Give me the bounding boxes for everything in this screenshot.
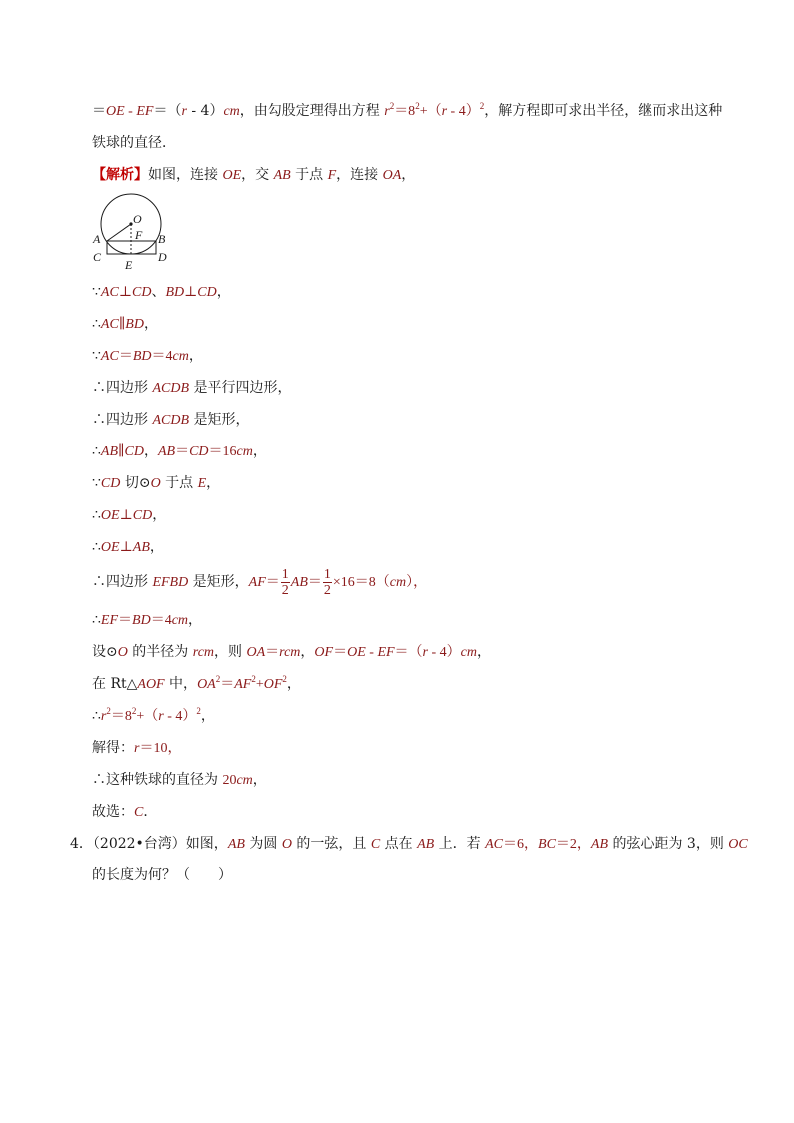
math: cm: [172, 349, 189, 364]
text: ，: [286, 676, 301, 692]
math: ＝: [333, 645, 348, 660]
math: ＝16: [208, 444, 237, 459]
math: ACDB: [152, 413, 190, 428]
superscript: 2: [106, 706, 111, 716]
math: ＝: [307, 575, 322, 590]
text: ＝（: [153, 103, 182, 119]
math: OA: [246, 645, 266, 660]
text: 于点: [290, 167, 328, 183]
text: 铁球的直径．: [92, 135, 176, 151]
text: 的弦心距为 3，则: [608, 836, 729, 852]
text: 在 Rt△: [92, 676, 138, 692]
math: OF: [263, 677, 283, 692]
math: rcm: [192, 645, 215, 660]
step-line: [92, 442, 267, 461]
math: AC: [100, 317, 119, 332]
step-line: [92, 283, 231, 302]
math: - 4）: [447, 104, 480, 119]
math: cm: [236, 444, 253, 459]
math: EF: [100, 613, 119, 628]
fraction-half: [281, 567, 290, 598]
text: ，由勾股定理得出方程: [239, 103, 385, 119]
math: OE: [222, 168, 242, 183]
label-b: B: [158, 232, 166, 246]
text: 如图，连接: [148, 167, 223, 183]
text: ，: [188, 348, 203, 364]
text: ，: [300, 644, 315, 660]
math: O: [281, 837, 292, 852]
text: 是矩形，: [188, 574, 249, 590]
math: EF: [136, 104, 154, 119]
math: r: [181, 104, 187, 119]
numerator: 1: [281, 566, 289, 582]
text: ，: [252, 772, 267, 788]
math: r: [422, 645, 428, 660]
label-o: O: [133, 212, 142, 226]
text: ∴四边形: [92, 574, 153, 590]
text: ，: [149, 539, 164, 555]
math: cm: [460, 645, 477, 660]
text: ∴四边形: [92, 380, 153, 396]
math: ），: [406, 575, 428, 590]
text: ∴: [92, 708, 101, 724]
math: ⊥: [184, 285, 198, 300]
text: ，: [143, 443, 158, 459]
math: ⊥: [119, 508, 133, 523]
math: ⊥: [118, 285, 132, 300]
math: CD: [131, 285, 152, 300]
label-d: D: [158, 250, 167, 264]
text: ∴四边形: [92, 412, 153, 428]
math: ＝: [265, 575, 280, 590]
math: BD: [165, 285, 185, 300]
text: - 4）: [186, 103, 224, 119]
step-line: [92, 347, 203, 366]
math: ∥: [118, 317, 126, 332]
text: 切⊙: [120, 475, 151, 491]
math: O: [150, 476, 161, 491]
text: ，: [401, 167, 416, 183]
numerator: 1: [323, 566, 331, 582]
text: ∵: [92, 475, 101, 491]
math: ＝2，: [555, 837, 591, 852]
step-line-fraction: [92, 566, 427, 599]
step-line: [92, 506, 166, 525]
step-line: [92, 643, 491, 662]
text: ＝: [92, 103, 106, 119]
text: 故选：: [92, 804, 134, 820]
math: AOF: [137, 677, 165, 692]
math: ACDB: [152, 381, 190, 396]
step-line: [92, 538, 164, 557]
math: CD: [197, 285, 217, 300]
question-number: 4．: [70, 836, 93, 852]
math: C: [370, 837, 381, 852]
math: AF: [248, 575, 266, 590]
text: 是矩形，: [189, 412, 250, 428]
math: ＝6，: [503, 837, 539, 852]
math: ×16＝8（: [332, 575, 390, 590]
text: 的一弦，且: [291, 836, 371, 852]
math: -: [365, 645, 378, 660]
math: EF: [377, 645, 395, 660]
math: ∥: [118, 444, 125, 459]
math: ＝: [118, 349, 133, 364]
math: ＝8: [110, 709, 132, 724]
text: ，交: [241, 167, 274, 183]
math: ⊥: [119, 540, 133, 555]
math: AB: [227, 837, 245, 852]
math: +（: [419, 104, 442, 119]
text: 的长度为何？（ ）: [92, 867, 232, 883]
math: rcm: [279, 645, 301, 660]
math: BD: [132, 349, 152, 364]
math: r: [158, 709, 164, 724]
superscript: 2: [131, 706, 137, 716]
math: OE: [106, 104, 125, 119]
math: ＝: [118, 613, 133, 628]
math: AB: [132, 540, 150, 555]
text: ∴: [92, 612, 101, 628]
math: -: [124, 104, 137, 119]
step-line: [92, 739, 181, 758]
step-line: [92, 771, 267, 790]
analysis-line: [92, 166, 415, 185]
fraction-half: [323, 567, 332, 598]
text: ∴: [92, 539, 101, 555]
math: OA: [382, 168, 402, 183]
text: 、: [151, 284, 166, 300]
math: cm: [236, 773, 253, 788]
step-line: [92, 611, 202, 630]
math: OA: [197, 677, 216, 692]
text: ∴: [92, 316, 101, 332]
superscript: 2: [389, 101, 395, 111]
math: ＝4: [150, 613, 172, 628]
math: +: [255, 677, 264, 692]
math: ＝10，: [139, 741, 182, 756]
text: ，: [188, 612, 203, 628]
denominator: 2: [281, 582, 289, 598]
analysis-heading: 【解析】: [92, 167, 148, 183]
text: ，: [216, 284, 231, 300]
math: cm: [389, 575, 407, 590]
superscript: 2: [251, 674, 256, 684]
math: AC: [100, 285, 119, 300]
math: CD: [189, 444, 209, 459]
math: ＝4: [151, 349, 173, 364]
math: CD: [132, 508, 153, 523]
math: CD: [100, 476, 121, 491]
text: ，: [143, 316, 158, 332]
math: ＝（: [394, 645, 423, 660]
label-a: A: [93, 232, 101, 246]
step-line: [92, 707, 215, 726]
text: ，: [477, 644, 491, 660]
superscript: 2: [415, 101, 420, 111]
text: ∴这种铁球的直径为: [92, 772, 223, 788]
step-line: [92, 675, 301, 694]
math: ＝: [220, 677, 235, 692]
math: BD: [132, 613, 151, 628]
text: ∵: [92, 284, 101, 300]
math: C: [134, 805, 144, 820]
text: ，解方程即可求出半径，继而求出这种: [484, 103, 723, 119]
math: - 4）: [428, 645, 461, 660]
math: cm: [171, 613, 189, 628]
text: 的半径为: [127, 644, 193, 660]
text: ∴: [92, 507, 101, 523]
text: 上．若: [434, 836, 486, 852]
label-c: C: [93, 250, 102, 264]
text: ∴: [92, 443, 101, 459]
superscript: 2: [215, 674, 221, 684]
text: ，: [252, 443, 267, 459]
math: r: [384, 104, 390, 119]
math: AB: [417, 837, 435, 852]
text: 为圆: [244, 836, 282, 852]
math: r: [441, 104, 448, 119]
math: CD: [124, 444, 144, 459]
math: EFBD: [152, 575, 189, 590]
math: OE: [100, 508, 120, 523]
label-e: E: [125, 258, 133, 272]
step-line: [92, 411, 249, 430]
superscript: 2: [196, 706, 201, 716]
solution-line-2: [92, 134, 176, 152]
step-line: [92, 315, 158, 334]
math: O: [117, 645, 128, 660]
text: （2022•台湾）如图，: [92, 836, 228, 852]
text: 点在: [380, 836, 418, 852]
math: ＝: [265, 645, 280, 660]
text: 是平行四边形，: [189, 380, 292, 396]
text: ，则: [214, 644, 247, 660]
math: AC: [485, 837, 504, 852]
math: ＝8: [394, 104, 416, 119]
text: 于点: [160, 475, 198, 491]
math: F: [327, 168, 337, 183]
segment-oa: [107, 224, 131, 241]
solution-line-1: [92, 102, 722, 121]
question-4-line-2: [92, 866, 232, 884]
text: 解得：: [92, 740, 134, 756]
question-4-line-1: [70, 835, 748, 854]
math: AB: [157, 444, 176, 459]
geometry-figure: [92, 190, 176, 272]
math: BC: [538, 837, 556, 852]
answer-line: [92, 803, 157, 822]
superscript: 2: [282, 674, 287, 684]
math: AF: [234, 677, 252, 692]
text: ，: [206, 475, 221, 491]
label-f: F: [135, 228, 143, 242]
math: OF: [314, 645, 334, 660]
math: AB: [590, 837, 609, 852]
text: ，: [200, 708, 215, 724]
math: ＝: [175, 444, 190, 459]
text: ∵: [92, 348, 101, 364]
math: OE: [347, 645, 366, 660]
step-line: [92, 379, 291, 398]
math: 20: [222, 773, 237, 788]
superscript: 2: [479, 101, 485, 111]
math: E: [197, 476, 207, 491]
text: ．: [143, 804, 158, 820]
math: AB: [273, 168, 291, 183]
math: AB: [100, 444, 119, 459]
math: - 4）: [163, 709, 197, 724]
math: AC: [100, 349, 119, 364]
math: cm: [223, 104, 240, 119]
math: +（: [136, 709, 159, 724]
text: 设⊙: [92, 644, 118, 660]
math: OC: [728, 837, 748, 852]
text: ，连接: [336, 167, 383, 183]
math: OE: [100, 540, 120, 555]
math: r: [134, 741, 140, 756]
math: r: [100, 709, 107, 724]
text: ，: [152, 507, 167, 523]
step-line: [92, 474, 220, 493]
text: 中，: [164, 676, 198, 692]
denominator: 2: [323, 582, 331, 598]
math: BD: [125, 317, 144, 332]
math: AB: [290, 575, 308, 590]
